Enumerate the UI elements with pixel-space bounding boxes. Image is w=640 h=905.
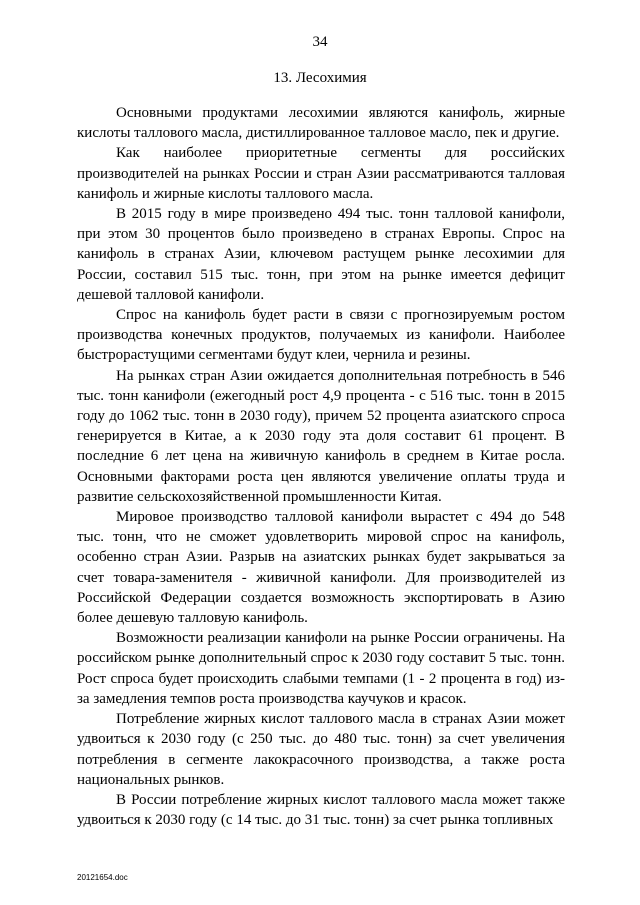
- paragraph: Основными продуктами лесохимии являются канифоль, жирные кислоты таллового масла, дистиллированное талловое масло, пек и другие.: [77, 105, 565, 142]
- body-text: [77, 103, 565, 830]
- footer-filename: 20121654.doc: [77, 873, 128, 882]
- page-number: 34: [312, 34, 328, 50]
- paragraph: Потребление жирных кислот таллового масла в странах Азии может удвоиться к 2030 году (с 250 тыс. до 480 тыс. тонн) за счет увеличения потребления в сегменте лакокрасочного производства, а также роста национальных рынков.: [77, 711, 565, 788]
- paragraph: Мировое производство талловой канифоли вырастет с 494 до 548 тыс. тонн, что не сможет удовлетворить мировой спрос на канифоль, особенно стран Азии. Разрыв на азиатских рынках будет закрываться за счет товара-заменителя - живичной канифоли. Для производителей из Российской Федерации создается возможность экспортировать в Азию более дешевую талловую канифоль.: [77, 509, 565, 627]
- paragraph: В 2015 году в мире произведено 494 тыс. тонн талловой канифоли, при этом 30 процентов было произведено в странах Европы. Спрос на канифоль в странах Азии, ключевом растущем рынке лесохимии для России, составил 515 тыс. тонн, при этом на рынке имеется дефицит дешевой талловой канифоли.: [77, 206, 565, 303]
- paragraph: Спрос на канифоль будет расти в связи с прогнозируемым ростом производства конечных продуктов, получаемых из канифоли. Наиболее быстрорастущими сегментами будут клеи, чернила и резины.: [77, 307, 565, 364]
- paragraph: На рынках стран Азии ожидается дополнительная потребность в 546 тыс. тонн канифоли (ежегодный рост 4,9 процента - с 516 тыс. тонн в 2015 году до 1062 тыс. тонн в 2030 году), причем 52 процента азиатского спроса генерируется в Китае, а к 2030 году эта доля составит 61 процент. В последние 6 лет цена на живичную канифоль в среднем в Китае росла. Основными факторами роста цен являются увеличение оплаты труда и развитие сельскохозяйственной промышленности Китая.: [77, 367, 565, 505]
- paragraph: В России потребление жирных кислот таллового масла может также удвоиться к 2030 году (с 14 тыс. до 31 тыс. тонн) за счет рынка топливных: [77, 791, 565, 829]
- paragraph: Возможности реализации канифоли на рынке России ограничены. На российском рынке дополнительный спрос к 2030 году составит 5 тыс. тонн. Рост спроса будет происходить слабыми темпами (1 - 2 процента в год) из-за замедления темпов роста производства каучуков и красок.: [77, 630, 565, 707]
- section-title: 13. Лесохимия: [273, 70, 367, 86]
- paragraph: Как наиболее приоритетные сегменты для российских производителей на рынках России и стран Азии рассматриваются талловая канифоль и жирные кислоты таллового масла.: [77, 145, 565, 202]
